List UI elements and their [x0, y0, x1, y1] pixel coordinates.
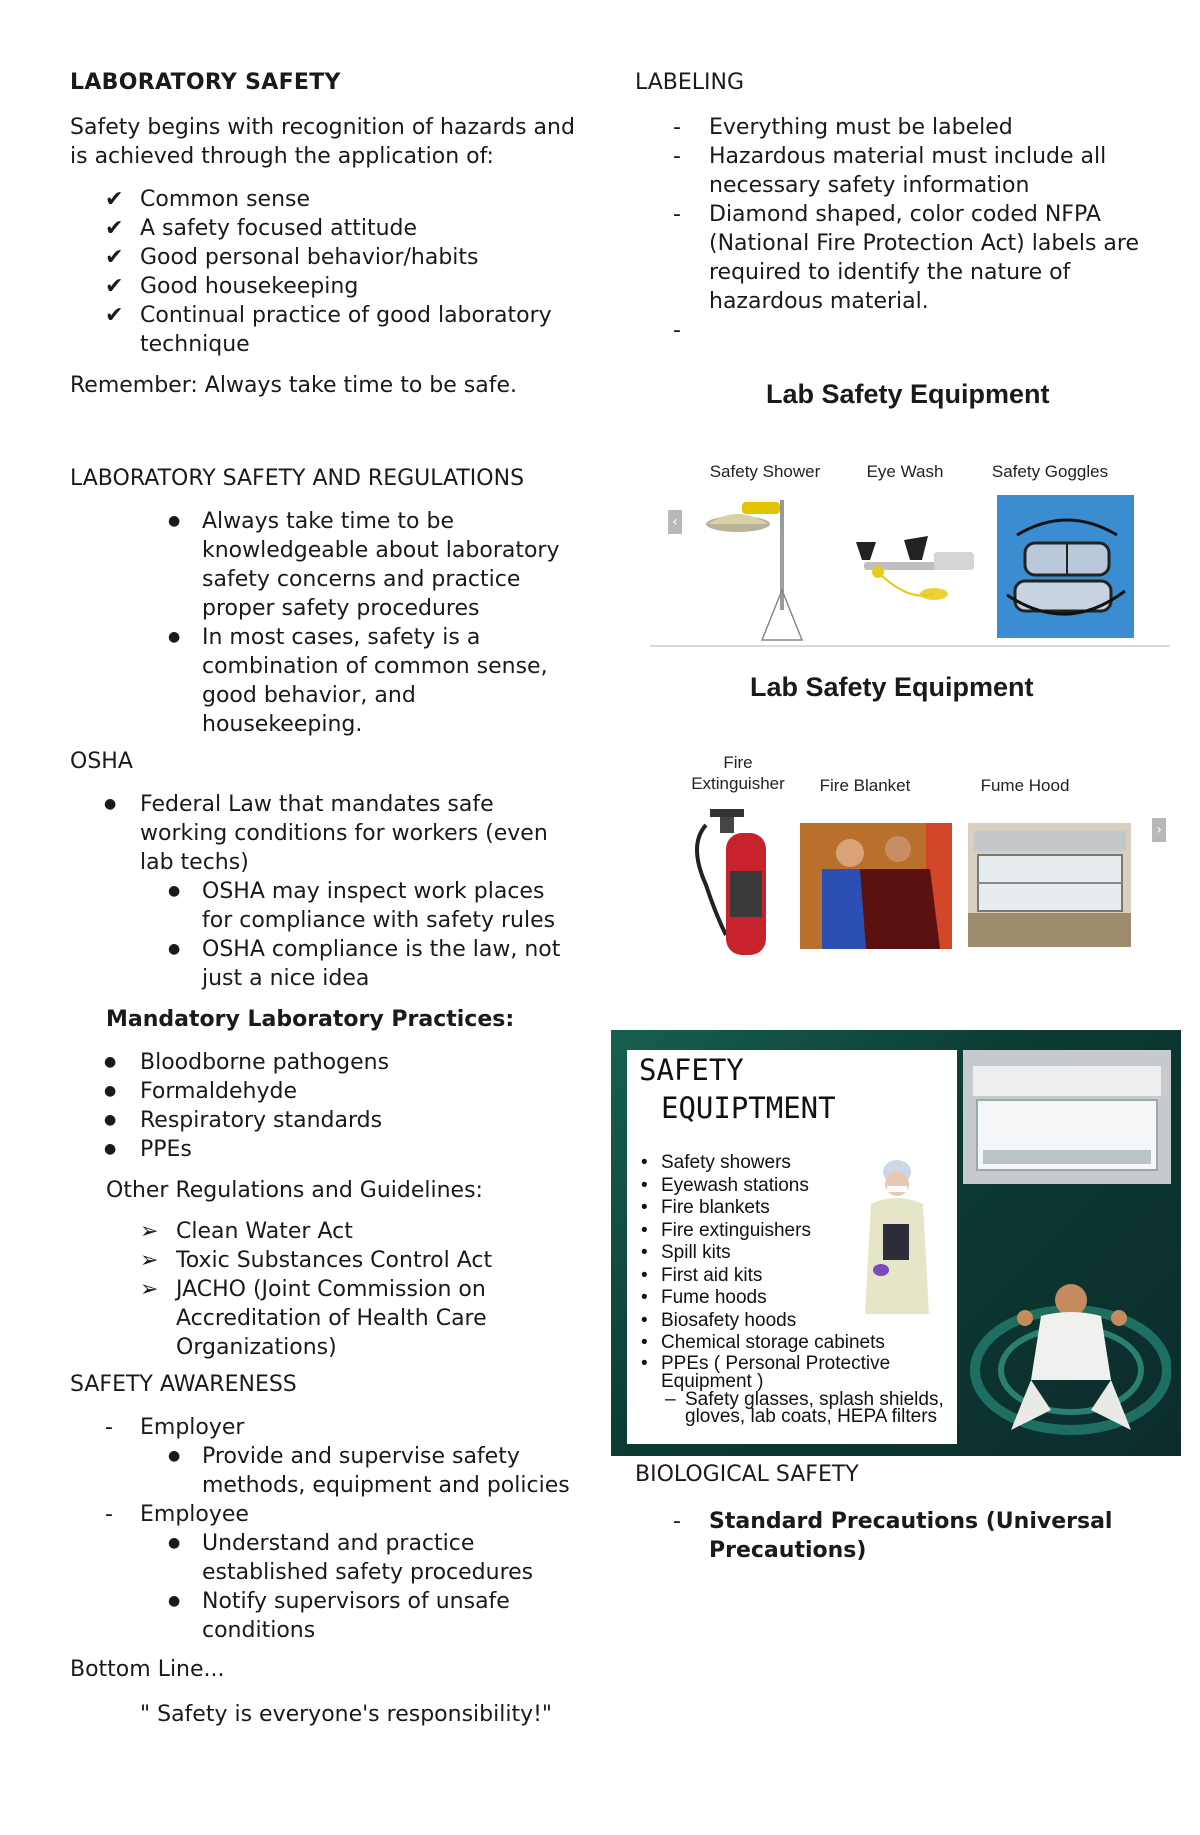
labeling-list: - Everything must be labeled - Hazardous material must include all necessary safety information - Diamond shaped, color coded NFPA (National Fire Protection Act) labels are required to identify the nature of hazardous material. -: [635, 113, 1175, 316]
list-item: • Fume hoods: [639, 1287, 954, 1310]
equipment-label: Safety Goggles: [991, 462, 1109, 481]
other-regulations-heading: Other Regulations and Guidelines:: [106, 1178, 483, 1203]
arrowhead-bullet-icon: ➢: [140, 1248, 159, 1273]
slide-title: Lab Safety Equipment: [750, 672, 1034, 702]
other-regulations-list: [70, 1217, 580, 1362]
left-column: [70, 68, 580, 1729]
list-item: • PPEs ( Personal Protective Equipment ): [639, 1355, 954, 1391]
list-item: • Spill kits: [639, 1242, 954, 1265]
mandatory-practices-heading: Mandatory Laboratory Practices:: [106, 1007, 515, 1032]
intro-paragraph: Safety begins with recognition of hazards and is achieved through the application of:: [70, 115, 575, 169]
list-item: ➢ Clean Water Act: [140, 1219, 353, 1244]
check-mark-icon: ✔: [105, 274, 124, 299]
list-item: - Diamond shaped, color coded NFPA (National Fire Protection Act) labels are required to identify the nature of hazardous material.: [673, 202, 1139, 314]
equipment-label: Safety Shower: [709, 462, 821, 481]
list-item: ● Always take time to be knowledgeable about laboratory safety concerns and practice proper safety procedures: [70, 507, 580, 623]
check-list: [70, 185, 580, 359]
check-mark-icon: ✔: [105, 187, 124, 212]
list-item: • Fire extinguishers: [639, 1220, 954, 1243]
chevron-left-icon[interactable]: ‹: [668, 510, 682, 534]
list-item: ● Understand and practice established safety procedures: [70, 1529, 580, 1587]
section-title-regulations: LABORATORY SAFETY AND REGULATIONS: [70, 466, 525, 491]
list-item: ✔ Continual practice of good laboratory technique: [105, 303, 552, 357]
biological-safety-list: [635, 1507, 1175, 1565]
employee-list: [70, 1500, 580, 1529]
safety-equipment-card: [627, 1050, 957, 1444]
list-item: ● Respiratory standards: [70, 1106, 580, 1135]
employee-sub-list: [70, 1529, 580, 1645]
list-item: • First aid kits: [639, 1265, 954, 1288]
biosafety-hood-image: [963, 1050, 1171, 1184]
scientist-image: [961, 1260, 1171, 1450]
right-column: [635, 68, 1175, 343]
list-item: ● Provide and supervise safety methods, equipment and policies: [70, 1442, 580, 1500]
slide-lab-safety-equipment-2: [650, 665, 1170, 985]
remember-text: Remember: Always take time to be safe.: [70, 373, 517, 398]
list-item: ● OSHA compliance is the law, not just a nice idea: [70, 935, 580, 993]
slide-title: Lab Safety Equipment: [766, 379, 1050, 409]
slide-title-line1: SAFETY: [639, 1053, 744, 1087]
fire-extinguisher-image: [686, 805, 782, 961]
list-item: • Biosafety hoods: [639, 1310, 954, 1333]
equipment-label: Fume Hood: [980, 776, 1070, 795]
chevron-right-icon[interactable]: ›: [1152, 818, 1166, 842]
list-item: ➢ JACHO (Joint Commission on Accreditation of Health Care Organizations): [140, 1277, 487, 1360]
list-item: ● In most cases, safety is a combination of common sense, good behavior, and housekeeping.: [70, 623, 580, 739]
mandatory-practices-list: [70, 1048, 580, 1164]
ppe-person-image: [857, 1154, 937, 1314]
section-title-safety-awareness: SAFETY AWARENESS: [70, 1372, 297, 1397]
list-item: ● Bloodborne pathogens: [70, 1048, 580, 1077]
check-mark-icon: ✔: [105, 216, 124, 241]
divider: [650, 645, 1170, 647]
list-item: - Employer: [105, 1415, 245, 1440]
list-item: ✔ A safety focused attitude: [105, 216, 418, 241]
list-item: - Employee: [105, 1502, 249, 1527]
employer-sub-list: [70, 1442, 580, 1500]
section-title-biological-safety: BIOLOGICAL SAFETY: [635, 1462, 859, 1487]
check-mark-icon: ✔: [105, 245, 124, 270]
safety-goggles-image: [997, 495, 1134, 638]
list-item: ➢ Toxic Substances Control Act: [140, 1248, 493, 1273]
slide-title-line2: EQUIPTMENT: [661, 1091, 836, 1125]
list-item: - Everything must be labeled: [673, 115, 1013, 140]
list-item: ✔ Good personal behavior/habits: [105, 245, 479, 270]
list-item: - Hazardous material must include all necessary safety information: [673, 144, 1107, 198]
list-item: ✔ Good housekeeping: [105, 274, 359, 299]
list-item: • Chemical storage cabinets: [639, 1332, 954, 1355]
list-sub-item: – Safety glasses, splash shields, gloves, lab coats, HEPA filters: [639, 1391, 954, 1425]
list-item: • Safety showers: [639, 1152, 954, 1175]
section-title-laboratory-safety: LABORATORY SAFETY: [70, 70, 341, 95]
eye-wash-image: [838, 512, 988, 622]
regulations-list: [70, 507, 580, 739]
employer-list: [70, 1413, 580, 1442]
safety-shower-image: [702, 490, 820, 650]
list-item: - Standard Precautions (Universal Precautions): [673, 1509, 1113, 1563]
list-item: • Fire blankets: [639, 1197, 954, 1220]
list-item: ✔ Common sense: [105, 187, 311, 212]
section-title-osha: OSHA: [70, 749, 133, 774]
slide-lab-safety-equipment-1: [650, 372, 1170, 652]
arrowhead-bullet-icon: ➢: [140, 1219, 159, 1244]
bottom-line-text: Bottom Line...: [70, 1657, 225, 1682]
osha-list: [70, 790, 580, 877]
check-mark-icon: ✔: [105, 303, 124, 328]
osha-sub-list: [70, 877, 580, 993]
fire-blanket-image: [800, 823, 952, 949]
fume-hood-image: [968, 823, 1131, 947]
slide-safety-equipment: [611, 1030, 1181, 1456]
equipment-label: Eye Wash: [866, 462, 944, 481]
section-title-labeling: LABELING: [635, 70, 745, 95]
list-item: ● OSHA may inspect work places for compliance with safety rules: [70, 877, 580, 935]
equipment-label: Fire Extinguisher: [691, 753, 785, 793]
biological-safety-section: [635, 1460, 1175, 1565]
list-item: ● PPEs: [70, 1135, 580, 1164]
arrowhead-bullet-icon: ➢: [140, 1277, 159, 1302]
list-item: ● Federal Law that mandates safe working conditions for workers (even lab techs): [70, 790, 580, 877]
list-item: ● Formaldehyde: [70, 1077, 580, 1106]
quote-text: " Safety is everyone's responsibility!": [140, 1702, 553, 1727]
list-item: ● Notify supervisors of unsafe conditions: [70, 1587, 580, 1645]
equipment-label: Fire Blanket: [819, 776, 911, 795]
list-item: • Eyewash stations: [639, 1175, 954, 1198]
